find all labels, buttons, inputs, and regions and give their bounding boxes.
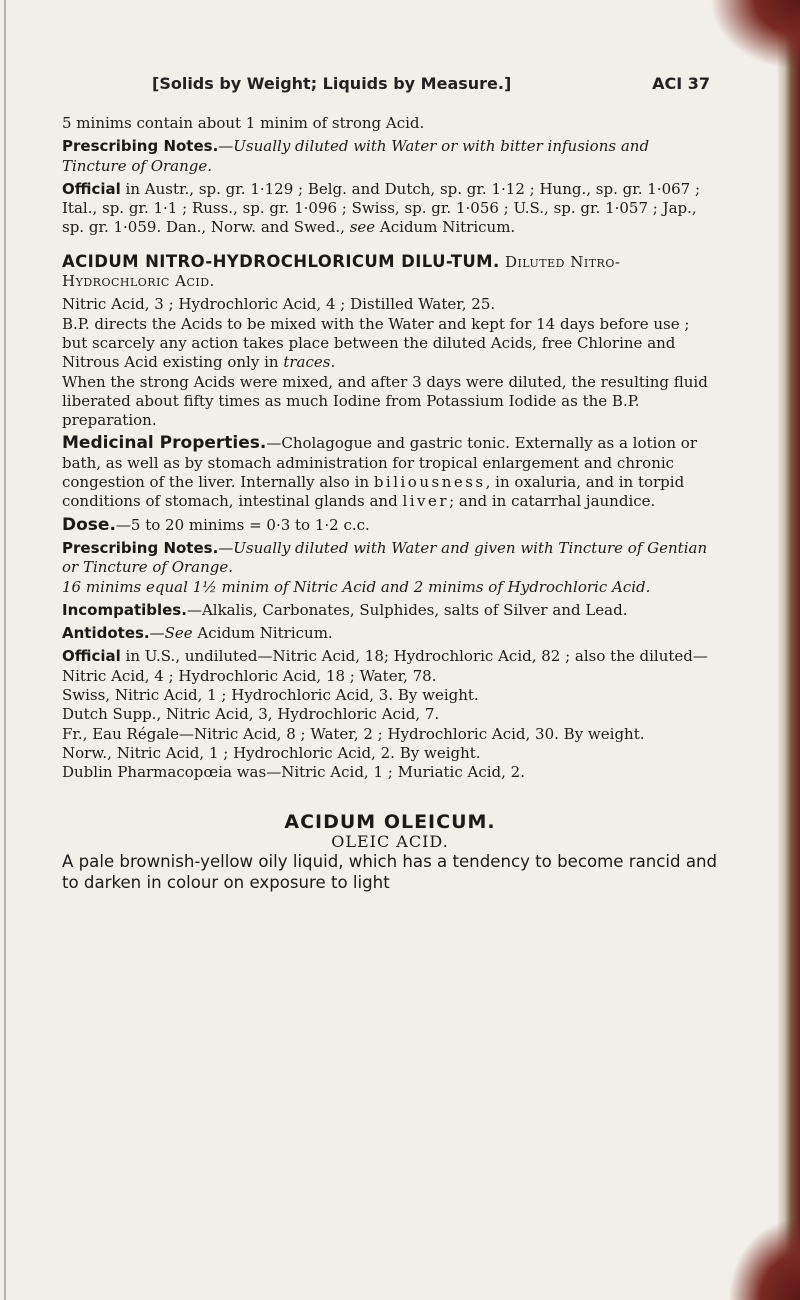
paragraph: When the strong Acids were mixed, and after 3 days were diluted, the resulting fluid liberated about fifty times as much Iodine from Potassium Iodide as the B.P. preparation. [62, 372, 708, 430]
bp-note: B.P. directs the Acids to be mixed with the Water and kept for 14 days before use ; but scarcely any action takes place between the diluted Acids, free Chlorine and Nitrous Acid existing only in traces. [62, 314, 690, 372]
paragraph: 5 minims contain about 1 minim of strong Acid. [62, 114, 425, 132]
paragraph: Swiss, Nitric Acid, 1 ; Hydrochloric Acid, 3. By weight. [62, 686, 479, 705]
page-edge-shadow-top [710, 0, 800, 70]
paragraph: Norw., Nitric Acid, 1 ; Hydrochloric Acid, 2. By weight. [62, 743, 481, 762]
section-label: Official [62, 179, 121, 198]
see-ref: see [349, 218, 376, 237]
antidotes: Antidotes.—See Acidum Nitricum. [62, 624, 333, 643]
running-head [152, 74, 710, 93]
paragraph-text: —Usually diluted with Water or with bitter infusions and Tincture of Orange. [62, 137, 650, 175]
entry-subtitle: Diluted Nitro-Hydrochloric Acid. [62, 252, 621, 291]
incompatibles: Incompatibles.—Alkalis, Carbonates, Sulphides, salts of Silver and Lead. [62, 600, 628, 619]
paragraph-text: Acidum Nitricum. [375, 218, 516, 237]
section-label: Dose. [62, 514, 116, 535]
section-label: Medicinal Properties. [62, 433, 267, 454]
paragraph: Dutch Supp., Nitric Acid, 3, Hydrochloric Acid, 7. [62, 705, 440, 724]
prescribing-notes-1 [62, 137, 718, 176]
section-label: Antidotes. [62, 624, 150, 643]
official-1 [62, 180, 718, 238]
section-heading: ACIDUM OLEICUM. [284, 810, 496, 833]
entry-title: ACIDUM NITRO-HYDROCHLORICUM DILU-TUM. [62, 251, 500, 271]
dose: Dose.—5 to 20 minims = 0·3 to 1·2 c.c. [62, 514, 370, 535]
prescribing-notes-2: Prescribing Notes.—Usually diluted with Water and given with Tincture of Gentian or Tincture of Orange. [62, 538, 708, 577]
section-label: Incompatibles. [62, 600, 187, 619]
page-body [62, 114, 718, 893]
running-head-right: ACI 37 [652, 74, 710, 93]
page-edge [778, 0, 800, 1300]
page-edge-shadow-bottom [730, 1220, 800, 1300]
medicinal-properties: Medicinal Properties.—Cholagogue and gastric tonic. Externally as a lotion or bath, as well as by stomach administration for tropical enlargement and chronic congestion of the liver. Internally also in biliousness, in oxaluria, and in torpid conditions of stomach, intestinal glands and liver; and in catarrhal jaundice. [62, 433, 697, 511]
paragraph: 16 minims equal 1½ minim of Nitric Acid and 2 minims of Hydrochloric Acid. [62, 577, 651, 596]
paragraph: Fr., Eau Régale—Nitric Acid, 8 ; Water, 2 ; Hydrochloric Acid, 30. By weight. [62, 724, 645, 743]
section-subheading: OLEIC ACID. [331, 831, 449, 851]
paragraph: A pale brownish-yellow oily liquid, which has a tendency to become rancid and to darken in colour on exposure to light [62, 852, 718, 893]
gutter-line [4, 0, 6, 1300]
running-head-left: [Solids by Weight; Liquids by Measure.] [152, 74, 512, 93]
section-label: Prescribing Notes. [62, 538, 219, 557]
official-2: Official in U.S., undiluted—Nitric Acid, 18; Hydrochloric Acid, 82 ; also the diluted—Nitric Acid, 4 ; Hydrochloric Acid, 18 ; Water, 78. [62, 647, 708, 685]
paragraph: Nitric Acid, 3 ; Hydrochloric Acid, 4 ; Distilled Water, 25. [62, 295, 496, 314]
section-label: Prescribing Notes. [62, 137, 219, 156]
section-label: Official [62, 647, 121, 666]
paragraph: Dublin Pharmacopœia was—Nitric Acid, 1 ; Muriatic Acid, 2. [62, 763, 525, 782]
paragraph-text: in Austr., sp. gr. 1·129 ; Belg. and Dutch, sp. gr. 1·12 ; Hung., sp. gr. 1·067 ; Ital., sp. gr. 1·1 ; Russ., sp. gr. 1·096 ; Swiss, sp. gr. 1·056 ; U.S., sp. gr. 1·057 ; Jap., sp. gr. 1·059. Dan., Norw. and Swed., [62, 179, 701, 237]
entry-heading [62, 252, 718, 292]
